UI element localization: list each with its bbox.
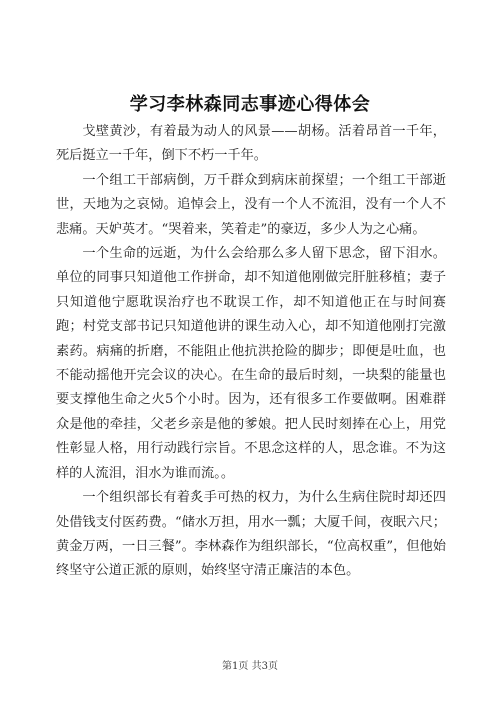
page-indicator: 第1页 共3页 xyxy=(222,661,278,672)
document-body xyxy=(56,120,446,584)
paragraph: 戈壁黄沙，有着最为动人的风景——胡杨。活着昂首一千年，死后挺立一千年，倒下不朽一千年。 xyxy=(56,124,446,164)
document-title: 学习李林森同志事迹心得体会 xyxy=(129,94,371,115)
paragraph: 一个组工干部病倒，万千群众到病床前探望；一个组工干部逝世，天地为之哀恸。追悼会上，没有一个人不流泪，没有一个人不悲痛。天妒英才。“哭着来，笑着走”的豪迈，多少人为之心痛。 xyxy=(56,172,446,237)
paragraph: 一个生命的远逝，为什么会给那么多人留下思念，留下泪水。单位的同事只知道他工作拼命，却不知道他刚做完肝脏移植；妻子只知道他宁愿耽误治疗也不耽误工作，却不知道他正在与时间赛跑；村党支部书记只知道他讲的课生动入心，却不知道他刚打完激素药。病痛的折磨，不能阻止他抗洪抢险的脚步；即便是吐血，也不能动摇他开完会议的决心。在生命的最后时刻，一块梨的能量也要支撑他生命之火5个小时。因为，还有很多工作要做啊。困难群众是他的牵挂，父老乡亲是他的爹娘。把人民时刻捧在心上，用党性彰显人格，用行动践行宗旨。不思念这样的人，思念谁。不为这样的人流泪，泪水为谁而流。。 xyxy=(56,246,446,481)
paragraph: 一个组织部长有着炙手可热的权力，为什么生病住院时却还四处借钱支付医药费。“储水万担，用水一瓢；大厦千间，夜眠六尺；黄金万两，一日三餐”。李林森作为组织部长，“位高权重”，但他始终坚守公道正派的原则，始终坚守清正廉洁的本色。 xyxy=(56,490,446,579)
